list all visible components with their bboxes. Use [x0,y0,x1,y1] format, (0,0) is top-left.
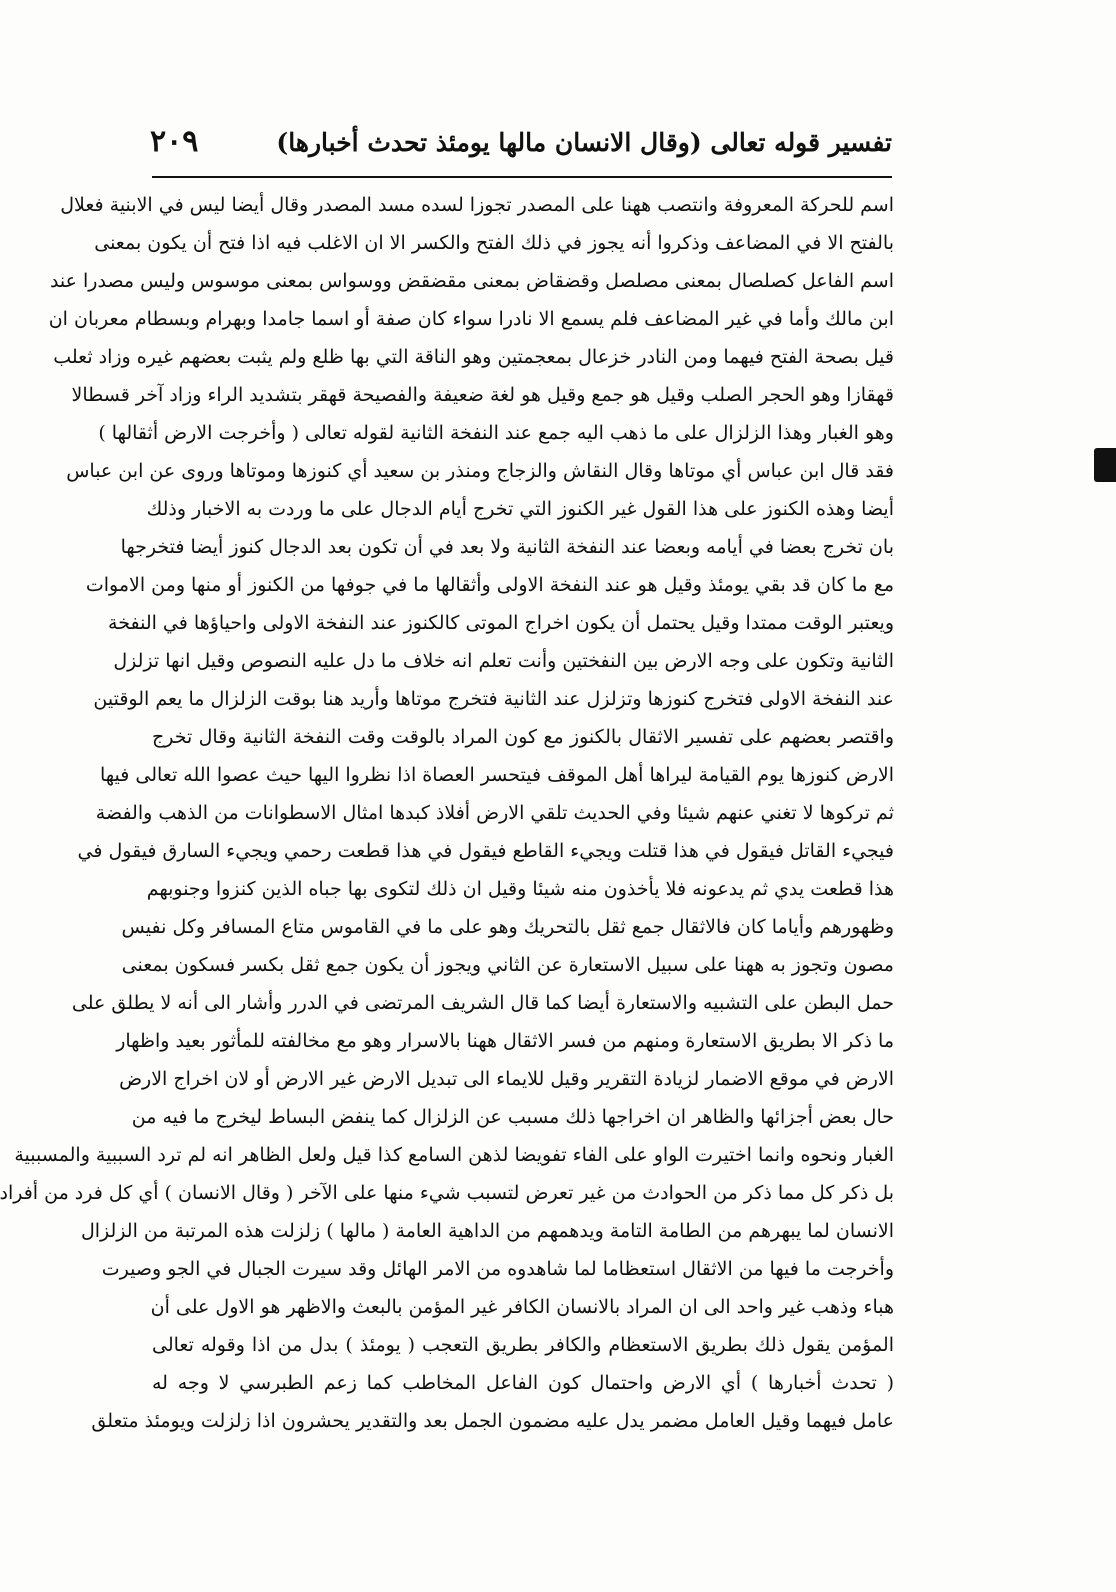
text-line: ابن مالك وأما في غير المضاعف فلم يسمع الا نادرا سواء كان صفة أو اسما جامدا وبهرام وبسطام معربان ان [48,308,894,330]
text-line: الارض في موقع الاضمار لزيادة التقرير وقيل للايماء الى تبديل الارض غير الارض أو لان اخراج الارض [119,1068,894,1090]
text-line: هباء وذهب غير واحد الى ان المراد بالانسان الكافر غير المؤمن بالبعث والاظهر هو الاول على أن [150,1296,894,1318]
text-line: الانسان لما يبهرهم من الطامة التامة ويدهمهم من الداهية العامة ( مالها ) زلزلت هذه المرتبة من الزلزال [80,1220,894,1242]
text-line: فقد قال ابن عباس أي موتاها وقال النقاش والزجاج ومنذر بن سعيد أي كنوزها وموتاها وروى عن ابن عباس [66,460,894,482]
text-line: مع ما كان قد بقي يومئذ وقيل هو عند النفخة الاولى وأثقالها ما في جوفها من الكنوز أو منها ومن الاموات [85,574,894,596]
text-line: هذا قطعت يدي ثم يدعونه فلا يأخذون منه شيئا وقيل ان ذلك لتكوى بها جباه الذين كنزوا وجنوبهم [146,878,894,900]
text-line: ثم تركوها لا تغني عنهم شيئا وفي الحديث تلقي الارض أفلاذ كبدها امثال الاسطوانات من الذهب والفضة [95,802,894,824]
text-line: حال بعض أجزائها والظاهر ان اخراجها ذلك مسبب عن الزلزال كما ينفض البساط ليخرج ما فيه من [131,1106,894,1128]
text-line: الثانية وتكون على وجه الارض بين النفختين وأنت تعلم انه خلاف ما دل عليه النصوص وقيل انها تزلزل [113,650,894,672]
text-line: قهقازا وهو الحجر الصلب وقيل هو جمع وقيل هو لغة ضعيفة والفصيحة قهقر بتشديد الراء وزاد آخر قسطالا [71,384,894,406]
text-line: وأخرجت ما فيها من الاثقال استعظاما لما شاهدوه من الامر الهائل وقد سيرت الجبال في الجو وصيرت [101,1258,894,1280]
text-line: ويعتبر الوقت ممتدا وقيل يحتمل أن يكون اخراج الموتى كالكنوز عند النفخة الاولى واحياؤها في النفخة [108,612,894,634]
page-number: ٢٠٩ [150,124,199,159]
running-header [150,122,892,172]
text-line: حمل البطن على التشبيه والاستعارة أيضا كما قال الشريف المرتضى في الدرر وأشار الى أنه لا يطلق على [71,992,894,1014]
text-line: الغبار ونحوه وانما اختيرت الواو على الفاء تفويضا لذهن السامع كذا قيل ولعل الظاهر انه لم ترد السببية والمسببية [14,1144,894,1166]
text-line: وهو الغبار وهذا الزلزال على ما ذهب اليه جمع عند النفخة الثانية لقوله تعالى ( وأخرجت الارض أثقالها ) [98,422,894,444]
text-line: المؤمن يقول ذلك بطريق الاستعظام والكافر بطريق التعجب ( يومئذ ) بدل من اذا وقوله تعالى [152,1334,894,1356]
text-line: بل ذكر كل مما ذكر من الحوادث من غير تعرض لتسبب شيء منها على الآخر ( وقال الانسان ) أي كل فرد من أفراد [0,1182,894,1204]
text-line: ما ذكر الا بطريق الاستعارة ومنهم من فسر الاثقال ههنا بالاسرار وهو مع مخالفته للمأثور بعيد واظهار [116,1030,894,1052]
text-line: الارض كنوزها يوم القيامة ليراها أهل الموقف فيتحسر العصاة اذا نظروا اليها حيث عصوا الله تعالى فيها [99,764,894,786]
text-line: أيضا وهذه الكنوز على هذا القول غير الكنوز التي تخرج أيام الدجال على ما وردت به الاخبار وذلك [146,498,894,520]
text-line: بالفتح الا في المضاعف وذكروا أنه يجوز في ذلك الفتح والكسر الا ان الاغلب فيه اذا فتح أن يكون بمعنى [94,232,894,254]
text-line: عامل فيهما وقيل العامل مضمر يدل عليه مضمون الجمل بعد والتقدير يحشرون اذا زلزلت ويومئذ متعلق [91,1410,894,1432]
text-line: مصون وتجوز به ههنا على سبيل الاستعارة عن الثاني ويجوز أن يكون جمع ثقل بكسر فسكون بمعنى [121,954,894,976]
page-edge-mark [1094,448,1116,482]
text-line: قيل بصحة الفتح فيهما ومن النادر خزعال بمعجمتين وهو الناقة التي بها ظلع ولم يثبت بعضهم غيره وزاد ثعلب [53,346,894,368]
text-line: واقتصر بعضهم على تفسير الاثقال بالكنوز مع كون المراد بالوقت وقت النفخة الثانية وقال تخرج [152,726,894,748]
header-rule [152,176,892,178]
text-line: اسم الفاعل كصلصال بمعنى مصلصل وقضقاض بمعنى مقضقض ووسواس بمعنى موسوس وليس مصدرا عند [49,270,894,292]
text-line: اسم للحركة المعروفة وانتصب ههنا على المصدر تجوزا لسده مسد المصدر وقال أيضا ليس في الابنية فعلال [60,194,894,216]
text-line: بان تخرج بعضا في أيامه وبعضا عند النفخة الثانية ولا بعد في أن تكون بعد الدجال كنوز أيضا فتخرجها [120,536,894,558]
body-text [0,186,894,1516]
header-title: تفسير قوله تعالى (وقال الانسان مالها يومئذ تحدث أخبارها) [276,128,892,157]
text-line: وظهورهم وأياما كان فالاثقال جمع ثقل بالتحريك وهو على ما في القاموس متاع المسافر وكل نفيس [121,916,894,938]
text-line: عند النفخة الاولى فتخرج كنوزها وتزلزل عند الثانية فتخرج موتاها وأريد هنا بوقت الزلزال ما يعم الوقتين [93,688,894,710]
text-line: فيجيء القاتل فيقول في هذا قتلت ويجيء القاطع فيقول في هذا قطعت رحمي ويجيء السارق فيقول في [77,840,894,862]
text-line: ( تحدث أخبارها ) أي الارض واحتمال كون الفاعل المخاطب كما زعم الطبرسي لا وجه له [152,1372,894,1394]
